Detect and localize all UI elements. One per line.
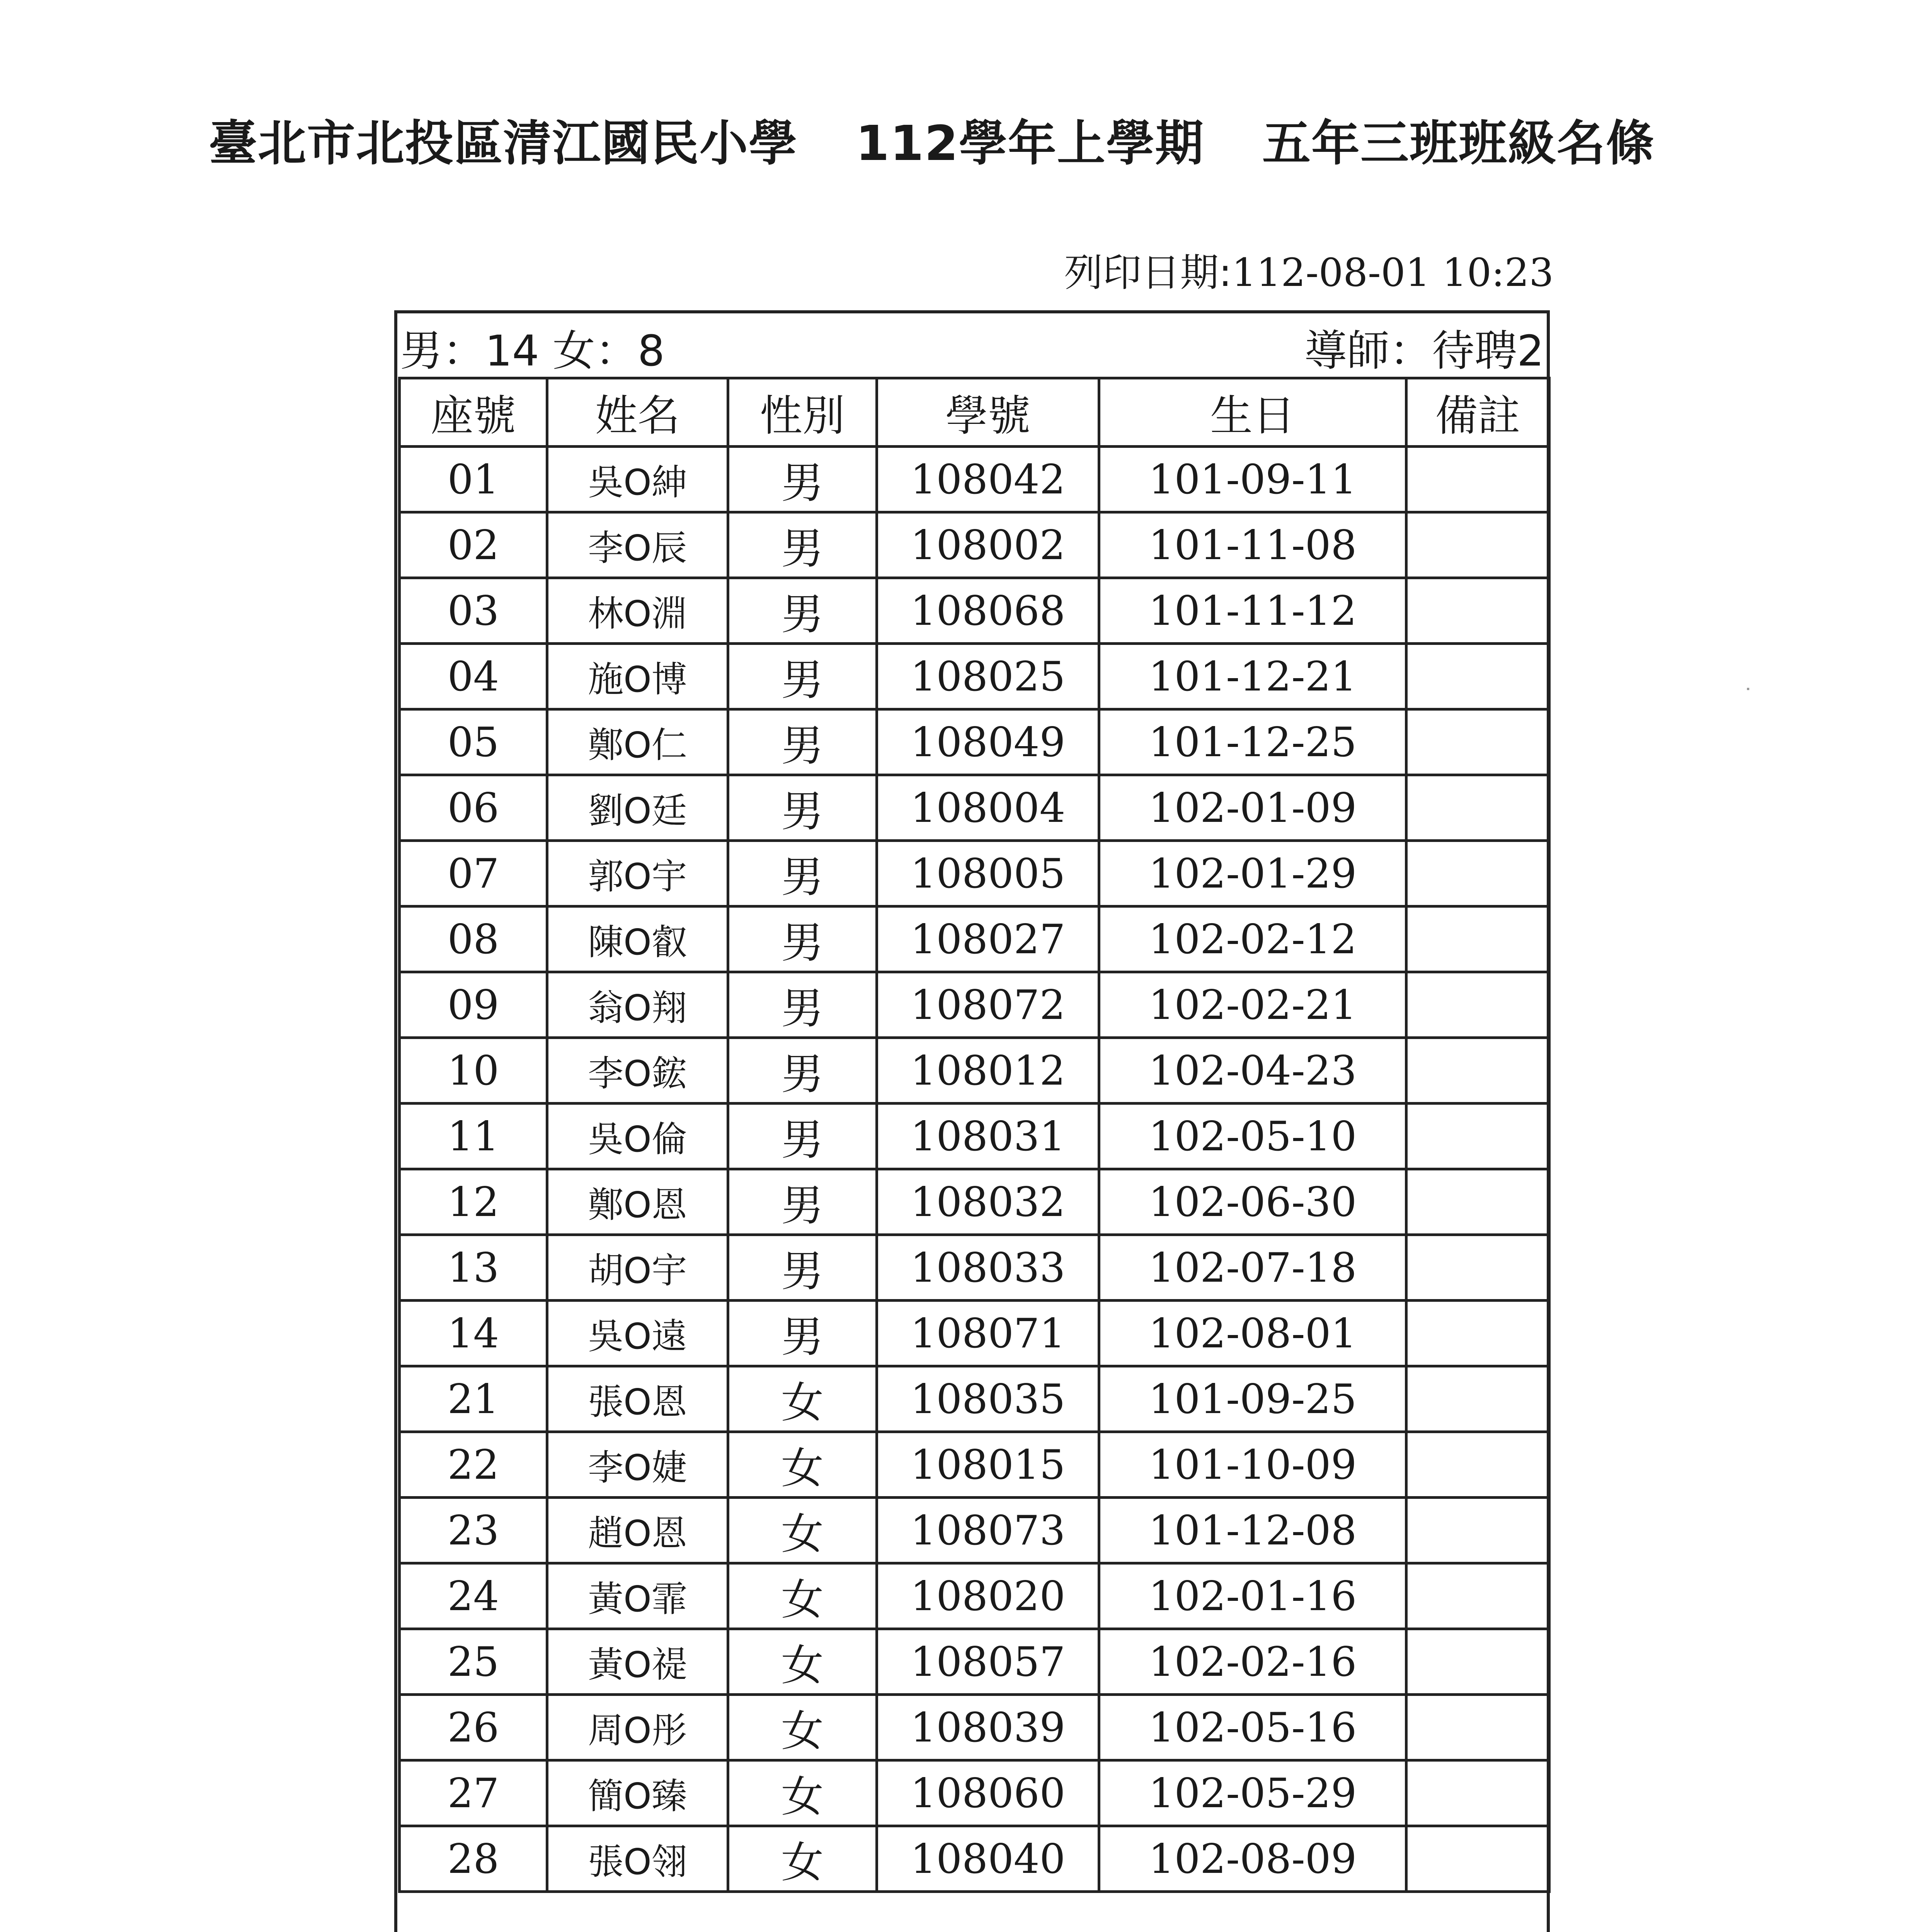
school-name: 臺北市北投區清江國民小學 [209, 116, 798, 172]
table-row [400, 1169, 1549, 1235]
gender-cell: 男 [728, 775, 877, 841]
birthday-cell: 102-01-09 [1099, 775, 1406, 841]
birthday-cell: 102-02-16 [1099, 1629, 1406, 1695]
birthday-cell: 102-05-16 [1099, 1695, 1406, 1760]
name-cell: 黃O霏 [547, 1563, 728, 1629]
name-cell: 陳O叡 [547, 906, 728, 972]
gender-cell: 男 [728, 906, 877, 972]
name-cell: 鄭O仁 [547, 709, 728, 775]
note-cell [1406, 1498, 1549, 1563]
birthday-cell: 101-12-25 [1099, 709, 1406, 775]
name-cell: 吳O遠 [547, 1301, 728, 1366]
col-header-note: 備註 [1406, 378, 1549, 447]
name-cell: 郭O宇 [547, 841, 728, 906]
birthday-cell: 102-05-29 [1099, 1760, 1406, 1826]
student-id-cell: 108032 [877, 1169, 1099, 1235]
seat-cell: 05 [400, 709, 547, 775]
birthday-cell: 101-10-09 [1099, 1432, 1406, 1498]
student-id-cell: 108035 [877, 1366, 1099, 1432]
seat-cell: 28 [400, 1826, 547, 1892]
term-label: 112學年上學期 [856, 116, 1204, 172]
birthday-cell: 102-01-29 [1099, 841, 1406, 906]
gender-cell: 女 [728, 1760, 877, 1826]
student-id-cell: 108027 [877, 906, 1099, 972]
name-cell: 翁O翔 [547, 972, 728, 1038]
seat-cell: 06 [400, 775, 547, 841]
note-cell [1406, 1432, 1549, 1498]
name-cell: 李O婕 [547, 1432, 728, 1498]
name-cell: 張O恩 [547, 1366, 728, 1432]
table-row [400, 1038, 1549, 1104]
student-id-cell: 108005 [877, 841, 1099, 906]
gender-cell: 女 [728, 1695, 877, 1760]
gender-cell: 女 [728, 1563, 877, 1629]
table-row [400, 1104, 1549, 1169]
student-id-cell: 108072 [877, 972, 1099, 1038]
note-cell [1406, 775, 1549, 841]
birthday-cell: 101-09-11 [1099, 447, 1406, 512]
note-cell [1406, 1826, 1549, 1892]
name-cell: 李O鋐 [547, 1038, 728, 1104]
note-cell [1406, 1563, 1549, 1629]
name-cell: 李O辰 [547, 512, 728, 578]
student-id-cell: 108012 [877, 1038, 1099, 1104]
birthday-cell: 101-12-08 [1099, 1498, 1406, 1563]
name-cell: 趙O恩 [547, 1498, 728, 1563]
seat-cell: 26 [400, 1695, 547, 1760]
table-row [400, 1235, 1549, 1301]
seat-cell: 24 [400, 1563, 547, 1629]
note-cell [1406, 972, 1549, 1038]
student-id-cell: 108042 [877, 447, 1099, 512]
note-cell [1406, 1695, 1549, 1760]
table-header-row [400, 378, 1549, 447]
table-row [400, 1301, 1549, 1366]
gender-cell: 男 [728, 1104, 877, 1169]
print-date-label: 列印日期: [1064, 250, 1232, 295]
gender-cell: 男 [728, 1235, 877, 1301]
gender-cell: 男 [728, 709, 877, 775]
note-cell [1406, 1038, 1549, 1104]
seat-cell: 23 [400, 1498, 547, 1563]
name-cell: 施O博 [547, 644, 728, 709]
gender-cell: 男 [728, 841, 877, 906]
student-id-cell: 108002 [877, 512, 1099, 578]
birthday-cell: 101-11-08 [1099, 512, 1406, 578]
note-cell [1406, 1104, 1549, 1169]
note-cell [1406, 644, 1549, 709]
col-header-seat: 座號 [400, 378, 547, 447]
table-row [400, 1498, 1549, 1563]
birthday-cell: 102-08-09 [1099, 1826, 1406, 1892]
note-cell [1406, 906, 1549, 972]
col-header-birthday: 生日 [1099, 378, 1406, 447]
seat-cell: 11 [400, 1104, 547, 1169]
gender-cell: 男 [728, 1169, 877, 1235]
table-row [400, 1760, 1549, 1826]
note-cell [1406, 709, 1549, 775]
gender-cell: 男 [728, 578, 877, 644]
seat-cell: 09 [400, 972, 547, 1038]
table-row [400, 1629, 1549, 1695]
student-id-cell: 108057 [877, 1629, 1099, 1695]
student-id-cell: 108033 [877, 1235, 1099, 1301]
gender-cell: 女 [728, 1498, 877, 1563]
gender-counts: 男：14 女：8 [400, 326, 665, 376]
gender-cell: 男 [728, 447, 877, 512]
seat-cell: 10 [400, 1038, 547, 1104]
student-id-cell: 108039 [877, 1695, 1099, 1760]
birthday-cell: 102-01-16 [1099, 1563, 1406, 1629]
seat-cell: 07 [400, 841, 547, 906]
table-row [400, 1563, 1549, 1629]
student-id-cell: 108004 [877, 775, 1099, 841]
note-cell [1406, 512, 1549, 578]
name-cell: 鄭O恩 [547, 1169, 728, 1235]
student-id-cell: 108020 [877, 1563, 1099, 1629]
homeroom-teacher: 導師：待聘2 [1304, 326, 1544, 376]
print-date [1044, 242, 1554, 295]
student-id-cell: 108031 [877, 1104, 1099, 1169]
student-id-cell: 108068 [877, 578, 1099, 644]
birthday-cell: 102-02-21 [1099, 972, 1406, 1038]
scan-speck [1747, 688, 1749, 690]
name-cell: 黃O禔 [547, 1629, 728, 1695]
birthday-cell: 102-08-01 [1099, 1301, 1406, 1366]
name-cell: 胡O宇 [547, 1235, 728, 1301]
name-cell: 林O淵 [547, 578, 728, 644]
gender-cell: 女 [728, 1826, 877, 1892]
name-cell: 吳O紳 [547, 447, 728, 512]
table-row [400, 906, 1549, 972]
note-cell [1406, 1760, 1549, 1826]
birthday-cell: 102-07-18 [1099, 1235, 1406, 1301]
student-id-cell: 108049 [877, 709, 1099, 775]
gender-cell: 男 [728, 512, 877, 578]
birthday-cell: 102-05-10 [1099, 1104, 1406, 1169]
student-id-cell: 108071 [877, 1301, 1099, 1366]
gender-cell: 男 [728, 1301, 877, 1366]
table-row [400, 512, 1549, 578]
birthday-cell: 101-11-12 [1099, 578, 1406, 644]
student-id-cell: 108073 [877, 1498, 1099, 1563]
note-cell [1406, 1235, 1549, 1301]
seat-cell: 14 [400, 1301, 547, 1366]
seat-cell: 21 [400, 1366, 547, 1432]
class-roster-title: 五年三班班級名條 [1262, 116, 1655, 172]
gender-cell: 女 [728, 1432, 877, 1498]
roster-body [400, 447, 1549, 1892]
table-row [400, 1366, 1549, 1432]
table-row [400, 1432, 1549, 1498]
gender-cell: 男 [728, 1038, 877, 1104]
table-row [400, 972, 1549, 1038]
gender-cell: 男 [728, 972, 877, 1038]
roster-table [398, 377, 1551, 1893]
table-row [400, 775, 1549, 841]
document-title [209, 104, 1755, 172]
name-cell: 簡O臻 [547, 1760, 728, 1826]
note-cell [1406, 1629, 1549, 1695]
note-cell [1406, 578, 1549, 644]
note-cell [1406, 1169, 1549, 1235]
birthday-cell: 102-02-12 [1099, 906, 1406, 972]
student-id-cell: 108060 [877, 1760, 1099, 1826]
student-id-cell: 108025 [877, 644, 1099, 709]
note-cell [1406, 841, 1549, 906]
gender-cell: 女 [728, 1629, 877, 1695]
name-cell: 吳O倫 [547, 1104, 728, 1169]
col-header-gender: 性別 [728, 378, 877, 447]
summary-row [400, 317, 1544, 375]
birthday-cell: 102-06-30 [1099, 1169, 1406, 1235]
note-cell [1406, 447, 1549, 512]
seat-cell: 04 [400, 644, 547, 709]
table-row [400, 1826, 1549, 1892]
table-row [400, 578, 1549, 644]
table-row [400, 709, 1549, 775]
name-cell: 周O彤 [547, 1695, 728, 1760]
seat-cell: 12 [400, 1169, 547, 1235]
seat-cell: 13 [400, 1235, 547, 1301]
col-header-student-id: 學號 [877, 378, 1099, 447]
seat-cell: 27 [400, 1760, 547, 1826]
seat-cell: 01 [400, 447, 547, 512]
print-date-value: 112-08-01 10:23 [1232, 250, 1554, 295]
col-header-name: 姓名 [547, 378, 728, 447]
gender-cell: 男 [728, 644, 877, 709]
note-cell [1406, 1301, 1549, 1366]
seat-cell: 02 [400, 512, 547, 578]
birthday-cell: 101-09-25 [1099, 1366, 1406, 1432]
gender-cell: 女 [728, 1366, 877, 1432]
birthday-cell: 102-04-23 [1099, 1038, 1406, 1104]
student-id-cell: 108015 [877, 1432, 1099, 1498]
name-cell: 劉O廷 [547, 775, 728, 841]
seat-cell: 22 [400, 1432, 547, 1498]
note-cell [1406, 1366, 1549, 1432]
seat-cell: 08 [400, 906, 547, 972]
birthday-cell: 101-12-21 [1099, 644, 1406, 709]
table-row [400, 841, 1549, 906]
table-row [400, 644, 1549, 709]
name-cell: 張O翎 [547, 1826, 728, 1892]
seat-cell: 03 [400, 578, 547, 644]
student-id-cell: 108040 [877, 1826, 1099, 1892]
table-row [400, 1695, 1549, 1760]
seat-cell: 25 [400, 1629, 547, 1695]
table-row [400, 447, 1549, 512]
